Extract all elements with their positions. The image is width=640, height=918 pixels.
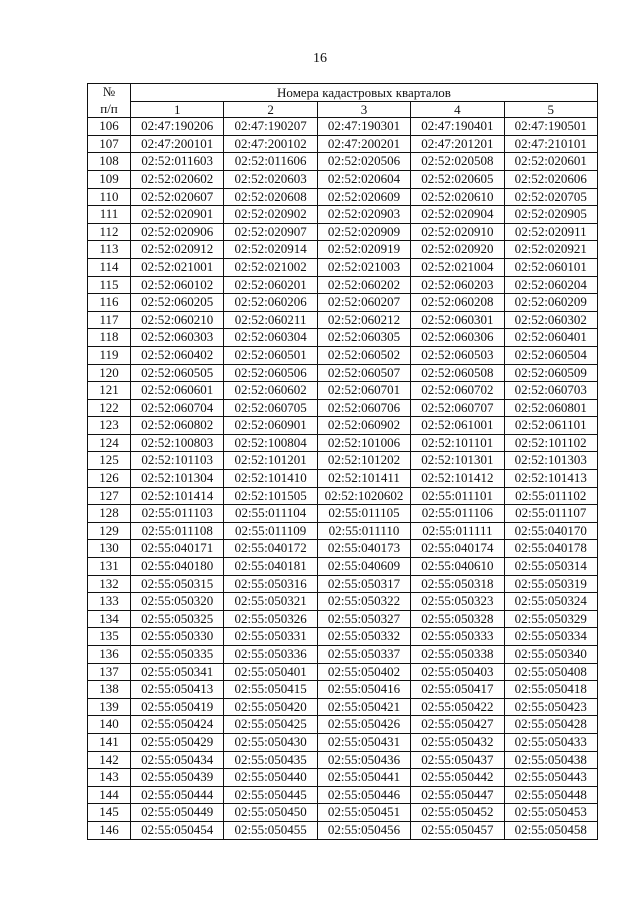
cadastral-quarter-cell: 02:47:190206: [131, 118, 224, 136]
column-header-4: 4: [411, 102, 504, 118]
cadastral-quarter-cell: 02:52:060302: [504, 311, 597, 329]
cadastral-quarter-cell: 02:52:060508: [411, 364, 504, 382]
cadastral-quarter-cell: 02:52:101412: [411, 470, 504, 488]
cadastral-quarter-cell: 02:52:101303: [504, 452, 597, 470]
cadastral-quarter-cell: 02:55:040174: [411, 540, 504, 558]
row-number-cell: 132: [88, 575, 131, 593]
cadastral-quarter-cell: 02:52:060208: [411, 294, 504, 312]
table-row: [88, 646, 598, 664]
cadastral-quarter-cell: 02:52:060206: [224, 294, 317, 312]
table-row: [88, 434, 598, 452]
cadastral-quarter-cell: 02:55:050417: [411, 681, 504, 699]
cadastral-quarter-cell: 02:47:190301: [317, 118, 410, 136]
cadastral-quarter-cell: 02:52:011606: [224, 153, 317, 171]
cadastral-quarter-cell: 02:55:050443: [504, 769, 597, 787]
cadastral-quarter-cell: 02:55:011109: [224, 522, 317, 540]
cadastral-quarter-cell: 02:52:060102: [131, 276, 224, 294]
cadastral-quarter-cell: 02:55:050452: [411, 804, 504, 822]
table-row: [88, 258, 598, 276]
cadastral-quarter-cell: 02:52:011603: [131, 153, 224, 171]
cadastral-quarter-cell: 02:55:011107: [504, 505, 597, 523]
row-number-cell: 111: [88, 206, 131, 224]
cadastral-quarter-cell: 02:52:101301: [411, 452, 504, 470]
table-row: [88, 733, 598, 751]
table-row: [88, 118, 598, 136]
cadastral-quarter-cell: 02:55:050448: [504, 786, 597, 804]
row-number-cell: 129: [88, 522, 131, 540]
row-number-cell: 144: [88, 786, 131, 804]
cadastral-quarter-cell: 02:55:050416: [317, 681, 410, 699]
row-number-cell: 109: [88, 170, 131, 188]
cadastral-quarter-cell: 02:52:021001: [131, 258, 224, 276]
table-row: [88, 610, 598, 628]
cadastral-quarter-cell: 02:52:060203: [411, 276, 504, 294]
cadastral-quarter-cell: 02:55:050449: [131, 804, 224, 822]
cadastral-quarter-cell: 02:52:020604: [317, 170, 410, 188]
cadastral-quarter-cell: 02:55:050335: [131, 646, 224, 664]
table-row: [88, 153, 598, 171]
table-row: [88, 452, 598, 470]
cadastral-quarter-cell: 02:52:020610: [411, 188, 504, 206]
cadastral-quarter-cell: 02:55:050331: [224, 628, 317, 646]
cadastral-quarter-cell: 02:52:020602: [131, 170, 224, 188]
cadastral-quarter-cell: 02:52:101102: [504, 434, 597, 452]
cadastral-quarter-cell: 02:55:050426: [317, 716, 410, 734]
cadastral-quarter-cell: 02:55:050436: [317, 751, 410, 769]
cadastral-quarter-cell: 02:52:100803: [131, 434, 224, 452]
cadastral-quarter-cell: 02:55:050319: [504, 575, 597, 593]
cadastral-quarter-cell: 02:52:020907: [224, 223, 317, 241]
cadastral-quarter-cell: 02:52:020910: [411, 223, 504, 241]
table-row: [88, 628, 598, 646]
row-number-cell: 128: [88, 505, 131, 523]
row-number-cell: 110: [88, 188, 131, 206]
cadastral-quarter-cell: 02:55:050328: [411, 610, 504, 628]
cadastral-quarter-cell: 02:52:060502: [317, 346, 410, 364]
cadastral-quarter-cell: 02:52:061101: [504, 417, 597, 435]
table-row: [88, 769, 598, 787]
cadastral-quarter-cell: 02:55:050438: [504, 751, 597, 769]
cadastral-quarter-cell: 02:52:020608: [224, 188, 317, 206]
cadastral-quarter-cell: 02:55:050441: [317, 769, 410, 787]
cadastral-quarter-cell: 02:55:050327: [317, 610, 410, 628]
row-number-cell: 120: [88, 364, 131, 382]
cadastral-quarter-cell: 02:52:060212: [317, 311, 410, 329]
column-header-2: 2: [224, 102, 317, 118]
cadastral-quarter-cell: 02:55:011102: [504, 487, 597, 505]
row-number-cell: 145: [88, 804, 131, 822]
row-number-cell: 134: [88, 610, 131, 628]
cadastral-quarter-cell: 02:55:050437: [411, 751, 504, 769]
table-row: [88, 329, 598, 347]
cadastral-quarter-cell: 02:55:050447: [411, 786, 504, 804]
cadastral-quarter-cell: 02:55:050445: [224, 786, 317, 804]
row-number-cell: 126: [88, 470, 131, 488]
table-row: [88, 294, 598, 312]
table-row: [88, 540, 598, 558]
cadastral-quarter-cell: 02:52:020905: [504, 206, 597, 224]
row-number-cell: 139: [88, 698, 131, 716]
table-row: [88, 821, 598, 839]
cadastral-quarter-cell: 02:52:021004: [411, 258, 504, 276]
table-row: [88, 593, 598, 611]
cadastral-quarter-cell: 02:52:060703: [504, 382, 597, 400]
cadastral-quarter-cell: 02:55:050317: [317, 575, 410, 593]
cadastral-quarter-cell: 02:52:060202: [317, 276, 410, 294]
cadastral-quarter-cell: 02:55:011110: [317, 522, 410, 540]
cadastral-quarter-cell: 02:55:050401: [224, 663, 317, 681]
cadastral-quarter-cell: 02:52:060503: [411, 346, 504, 364]
table-row: [88, 751, 598, 769]
row-number-cell: 124: [88, 434, 131, 452]
column-header-3: 3: [317, 102, 410, 118]
row-number-cell: 112: [88, 223, 131, 241]
cadastral-quarter-cell: 02:52:021003: [317, 258, 410, 276]
cadastral-quarter-cell: 02:52:101413: [504, 470, 597, 488]
table-row: [88, 241, 598, 259]
cadastral-quarter-cell: 02:55:050326: [224, 610, 317, 628]
cadastral-quarter-cell: 02:52:020601: [504, 153, 597, 171]
cadastral-quarter-cell: 02:55:040178: [504, 540, 597, 558]
cadastral-quarter-cell: 02:55:050421: [317, 698, 410, 716]
cadastral-quarter-cell: 02:55:050316: [224, 575, 317, 593]
cadastral-quarter-cell: 02:55:050415: [224, 681, 317, 699]
cadastral-quarter-cell: 02:55:040181: [224, 558, 317, 576]
row-number-cell: 108: [88, 153, 131, 171]
cadastral-quarter-cell: 02:55:050428: [504, 716, 597, 734]
cadastral-quarter-cell: 02:55:050408: [504, 663, 597, 681]
cadastral-quarter-cell: 02:52:060602: [224, 382, 317, 400]
cadastral-quarter-cell: 02:52:020705: [504, 188, 597, 206]
cadastral-quarters-table: [87, 83, 598, 840]
row-number-cell: 137: [88, 663, 131, 681]
cadastral-quarter-cell: 02:47:190501: [504, 118, 597, 136]
cadastral-quarter-cell: 02:52:060505: [131, 364, 224, 382]
page-number: 16: [313, 51, 327, 66]
cadastral-quarter-cell: 02:52:101101: [411, 434, 504, 452]
cadastral-quarter-cell: 02:52:060304: [224, 329, 317, 347]
cadastral-quarter-cell: 02:47:190401: [411, 118, 504, 136]
cadastral-quarter-cell: 02:55:050433: [504, 733, 597, 751]
cadastral-quarter-cell: 02:52:100804: [224, 434, 317, 452]
cadastral-quarter-cell: 02:55:050321: [224, 593, 317, 611]
cadastral-quarter-cell: 02:52:060210: [131, 311, 224, 329]
table-row: [88, 206, 598, 224]
row-number-cell: 106: [88, 118, 131, 136]
cadastral-quarter-cell: 02:55:050424: [131, 716, 224, 734]
cadastral-quarter-cell: 02:47:210101: [504, 135, 597, 153]
cadastral-quarter-cell: 02:52:101201: [224, 452, 317, 470]
cadastral-quarter-cell: 02:55:050455: [224, 821, 317, 839]
cadastral-quarter-cell: 02:52:020903: [317, 206, 410, 224]
cadastral-quarter-cell: 02:52:020901: [131, 206, 224, 224]
row-number-cell: 130: [88, 540, 131, 558]
cadastral-quarter-cell: 02:55:050322: [317, 593, 410, 611]
table-row: [88, 399, 598, 417]
cadastral-quarter-cell: 02:52:061001: [411, 417, 504, 435]
table-row: [88, 505, 598, 523]
cadastral-quarter-cell: 02:55:050456: [317, 821, 410, 839]
row-number-cell: 131: [88, 558, 131, 576]
cadastral-quarter-cell: 02:52:020609: [317, 188, 410, 206]
cadastral-quarter-cell: 02:55:050419: [131, 698, 224, 716]
cadastral-quarter-cell: 02:52:060901: [224, 417, 317, 435]
table-row: [88, 786, 598, 804]
cadastral-quarter-cell: 02:55:050324: [504, 593, 597, 611]
cadastral-quarter-cell: 02:52:060506: [224, 364, 317, 382]
cadastral-quarter-cell: 02:55:050338: [411, 646, 504, 664]
row-number-cell: 119: [88, 346, 131, 364]
cadastral-quarter-cell: 02:52:020603: [224, 170, 317, 188]
cadastral-quarter-cell: 02:52:060204: [504, 276, 597, 294]
cadastral-quarter-cell: 02:52:060306: [411, 329, 504, 347]
cadastral-quarter-cell: 02:55:011103: [131, 505, 224, 523]
cadastral-quarter-cell: 02:47:200201: [317, 135, 410, 153]
cadastral-quarter-cell: 02:52:101505: [224, 487, 317, 505]
cadastral-quarter-cell: 02:52:020912: [131, 241, 224, 259]
row-number-cell: 142: [88, 751, 131, 769]
cadastral-quarter-cell: 02:55:011111: [411, 522, 504, 540]
cadastral-quarter-cell: 02:55:050427: [411, 716, 504, 734]
cadastral-quarter-cell: 02:52:020921: [504, 241, 597, 259]
table-row: [88, 417, 598, 435]
cadastral-quarter-cell: 02:52:060507: [317, 364, 410, 382]
cadastral-quarter-cell: 02:55:050334: [504, 628, 597, 646]
cadastral-quarter-cell: 02:55:040170: [504, 522, 597, 540]
cadastral-quarter-cell: 02:55:050432: [411, 733, 504, 751]
cadastral-quarter-cell: 02:47:200101: [131, 135, 224, 153]
cadastral-quarter-cell: 02:52:060201: [224, 276, 317, 294]
row-number-cell: 140: [88, 716, 131, 734]
row-number-header: [88, 84, 131, 118]
cadastral-quarter-cell: 02:55:050454: [131, 821, 224, 839]
table-row: [88, 346, 598, 364]
table-row: [88, 663, 598, 681]
column-header-5: 5: [504, 102, 597, 118]
cadastral-quarter-cell: 02:55:040610: [411, 558, 504, 576]
cadastral-quarter-cell: 02:55:011105: [317, 505, 410, 523]
row-number-cell: 143: [88, 769, 131, 787]
cadastral-quarter-cell: 02:52:060211: [224, 311, 317, 329]
cadastral-quarter-cell: 02:52:101103: [131, 452, 224, 470]
row-number-cell: 116: [88, 294, 131, 312]
cadastral-quarter-cell: 02:52:020909: [317, 223, 410, 241]
cadastral-quarter-cell: 02:55:050329: [504, 610, 597, 628]
row-number-cell: 123: [88, 417, 131, 435]
cadastral-quarter-cell: 02:52:060801: [504, 399, 597, 417]
cadastral-quarter-cell: 02:52:060305: [317, 329, 410, 347]
table-row: [88, 135, 598, 153]
cadastral-quarter-cell: 02:47:201201: [411, 135, 504, 153]
cadastral-quarter-cell: 02:52:101006: [317, 434, 410, 452]
cadastral-quarter-cell: 02:52:020911: [504, 223, 597, 241]
row-number-cell: 115: [88, 276, 131, 294]
table-row: [88, 170, 598, 188]
row-number-cell: 117: [88, 311, 131, 329]
cadastral-quarter-cell: 02:52:101414: [131, 487, 224, 505]
table-row: [88, 382, 598, 400]
table-row: [88, 804, 598, 822]
cadastral-quarter-cell: 02:55:050320: [131, 593, 224, 611]
cadastral-quarter-cell: 02:52:021002: [224, 258, 317, 276]
cadastral-quarter-cell: 02:55:050333: [411, 628, 504, 646]
cadastral-quarter-cell: 02:55:040609: [317, 558, 410, 576]
cadastral-quarter-cell: 02:55:050402: [317, 663, 410, 681]
cadastral-quarter-cell: 02:55:050418: [504, 681, 597, 699]
cadastral-quarter-cell: 02:55:050423: [504, 698, 597, 716]
cadastral-quarter-cell: 02:55:050420: [224, 698, 317, 716]
cadastral-quarter-cell: 02:55:050451: [317, 804, 410, 822]
cadastral-quarter-cell: 02:55:050446: [317, 786, 410, 804]
row-number-cell: 107: [88, 135, 131, 153]
cadastral-quarter-cell: 02:55:050457: [411, 821, 504, 839]
cadastral-quarter-cell: 02:52:060706: [317, 399, 410, 417]
table-row: [88, 698, 598, 716]
row-number-cell: 127: [88, 487, 131, 505]
cadastral-quarter-cell: 02:52:060509: [504, 364, 597, 382]
table-body: [88, 118, 598, 839]
cadastral-quarter-cell: 02:55:011104: [224, 505, 317, 523]
cadastral-quarter-cell: 02:52:020904: [411, 206, 504, 224]
cadastral-quarter-cell: 02:55:050440: [224, 769, 317, 787]
cadastral-quarter-cell: 02:55:050442: [411, 769, 504, 787]
cadastral-quarter-cell: 02:55:040171: [131, 540, 224, 558]
table-row: [88, 575, 598, 593]
cadastral-quarter-cell: 02:55:050323: [411, 593, 504, 611]
cadastral-quarter-cell: 02:52:020920: [411, 241, 504, 259]
cadastral-quarter-cell: 02:52:101304: [131, 470, 224, 488]
row-number-cell: 125: [88, 452, 131, 470]
cadastral-quarter-cell: 02:55:050439: [131, 769, 224, 787]
table-row: [88, 188, 598, 206]
cadastral-quarter-cell: 02:52:020606: [504, 170, 597, 188]
column-header-1: 1: [131, 102, 224, 118]
cadastral-quarter-cell: 02:52:020508: [411, 153, 504, 171]
cadastral-quarter-cell: 02:52:020607: [131, 188, 224, 206]
cadastral-quarter-cell: 02:52:060301: [411, 311, 504, 329]
table-row: [88, 311, 598, 329]
cadastral-quarter-cell: 02:47:200102: [224, 135, 317, 153]
table-row: [88, 681, 598, 699]
cadastral-quarter-cell: 02:55:050434: [131, 751, 224, 769]
table-row: [88, 223, 598, 241]
cadastral-quarter-cell: 02:55:040172: [224, 540, 317, 558]
row-number-cell: 135: [88, 628, 131, 646]
cadastral-quarter-cell: 02:52:101202: [317, 452, 410, 470]
cadastral-quarter-cell: 02:52:060701: [317, 382, 410, 400]
cadastral-quarter-cell: 02:52:060504: [504, 346, 597, 364]
cadastral-quarter-cell: 02:52:060501: [224, 346, 317, 364]
table-row: [88, 522, 598, 540]
cadastral-quarter-cell: 02:52:060902: [317, 417, 410, 435]
group-header: Номера кадастровых кварталов: [131, 84, 598, 102]
row-number-cell: 114: [88, 258, 131, 276]
cadastral-quarter-cell: 02:52:020906: [131, 223, 224, 241]
cadastral-quarter-cell: 02:52:060704: [131, 399, 224, 417]
cadastral-quarter-cell: 02:52:060802: [131, 417, 224, 435]
cadastral-quarter-cell: 02:52:060707: [411, 399, 504, 417]
row-number-cell: 113: [88, 241, 131, 259]
table-row: [88, 470, 598, 488]
cadastral-quarter-cell: 02:52:060303: [131, 329, 224, 347]
cadastral-quarter-cell: 02:52:060601: [131, 382, 224, 400]
cadastral-quarter-cell: 02:55:050444: [131, 786, 224, 804]
row-number-cell: 122: [88, 399, 131, 417]
cadastral-quarter-cell: 02:52:020919: [317, 241, 410, 259]
cadastral-quarter-cell: 02:55:050458: [504, 821, 597, 839]
cadastral-quarter-cell: 02:52:060702: [411, 382, 504, 400]
row-number-header-line2: п/п: [100, 100, 118, 116]
cadastral-quarter-cell: 02:55:050340: [504, 646, 597, 664]
cadastral-quarter-cell: 02:47:190207: [224, 118, 317, 136]
cadastral-quarter-cell: 02:52:020914: [224, 241, 317, 259]
cadastral-quarter-cell: 02:52:060209: [504, 294, 597, 312]
cadastral-quarter-cell: 02:55:050318: [411, 575, 504, 593]
cadastral-quarter-cell: 02:55:050429: [131, 733, 224, 751]
cadastral-quarter-cell: 02:55:040173: [317, 540, 410, 558]
row-number-cell: 118: [88, 329, 131, 347]
row-number-header-line1: №: [102, 84, 116, 99]
cadastral-quarter-cell: 02:52:060205: [131, 294, 224, 312]
cadastral-quarter-cell: 02:55:050425: [224, 716, 317, 734]
row-number-cell: 121: [88, 382, 131, 400]
cadastral-quarter-cell: 02:55:050337: [317, 646, 410, 664]
cadastral-quarter-cell: 02:55:050435: [224, 751, 317, 769]
cadastral-quarter-cell: 02:52:060207: [317, 294, 410, 312]
row-number-cell: 146: [88, 821, 131, 839]
cadastral-quarter-cell: 02:55:050336: [224, 646, 317, 664]
cadastral-quarter-cell: 02:55:050315: [131, 575, 224, 593]
cadastral-quarter-cell: 02:52:020506: [317, 153, 410, 171]
cadastral-quarter-cell: 02:55:040180: [131, 558, 224, 576]
cadastral-quarter-cell: 02:55:050325: [131, 610, 224, 628]
cadastral-quarter-cell: 02:52:060401: [504, 329, 597, 347]
cadastral-quarter-cell: 02:52:020605: [411, 170, 504, 188]
cadastral-quarter-cell: 02:52:101411: [317, 470, 410, 488]
cadastral-quarter-cell: 02:55:050453: [504, 804, 597, 822]
row-number-cell: 136: [88, 646, 131, 664]
cadastral-quarter-cell: 02:55:050341: [131, 663, 224, 681]
cadastral-quarter-cell: 02:55:011108: [131, 522, 224, 540]
cadastral-quarter-cell: 02:52:020902: [224, 206, 317, 224]
cadastral-quarter-cell: 02:55:050431: [317, 733, 410, 751]
cadastral-quarter-cell: 02:55:050422: [411, 698, 504, 716]
cadastral-quarter-cell: 02:55:011101: [411, 487, 504, 505]
table-row: [88, 558, 598, 576]
row-number-cell: 133: [88, 593, 131, 611]
row-number-cell: 141: [88, 733, 131, 751]
cadastral-quarter-cell: 02:52:101410: [224, 470, 317, 488]
cadastral-quarter-cell: 02:52:1020602: [317, 487, 410, 505]
cadastral-quarter-cell: 02:52:060705: [224, 399, 317, 417]
row-number-cell: 138: [88, 681, 131, 699]
cadastral-quarter-cell: 02:55:050413: [131, 681, 224, 699]
cadastral-quarter-cell: 02:55:050430: [224, 733, 317, 751]
cadastral-quarter-cell: 02:55:050314: [504, 558, 597, 576]
cadastral-quarter-cell: 02:55:050330: [131, 628, 224, 646]
cadastral-quarter-cell: 02:55:050450: [224, 804, 317, 822]
cadastral-quarter-cell: 02:55:050332: [317, 628, 410, 646]
cadastral-quarter-cell: 02:52:060402: [131, 346, 224, 364]
table-row: [88, 487, 598, 505]
cadastral-quarter-cell: 02:55:050403: [411, 663, 504, 681]
table-row: [88, 716, 598, 734]
cadastral-quarter-cell: 02:55:011106: [411, 505, 504, 523]
table-row: [88, 364, 598, 382]
cadastral-quarter-cell: 02:52:060101: [504, 258, 597, 276]
table-row: [88, 276, 598, 294]
